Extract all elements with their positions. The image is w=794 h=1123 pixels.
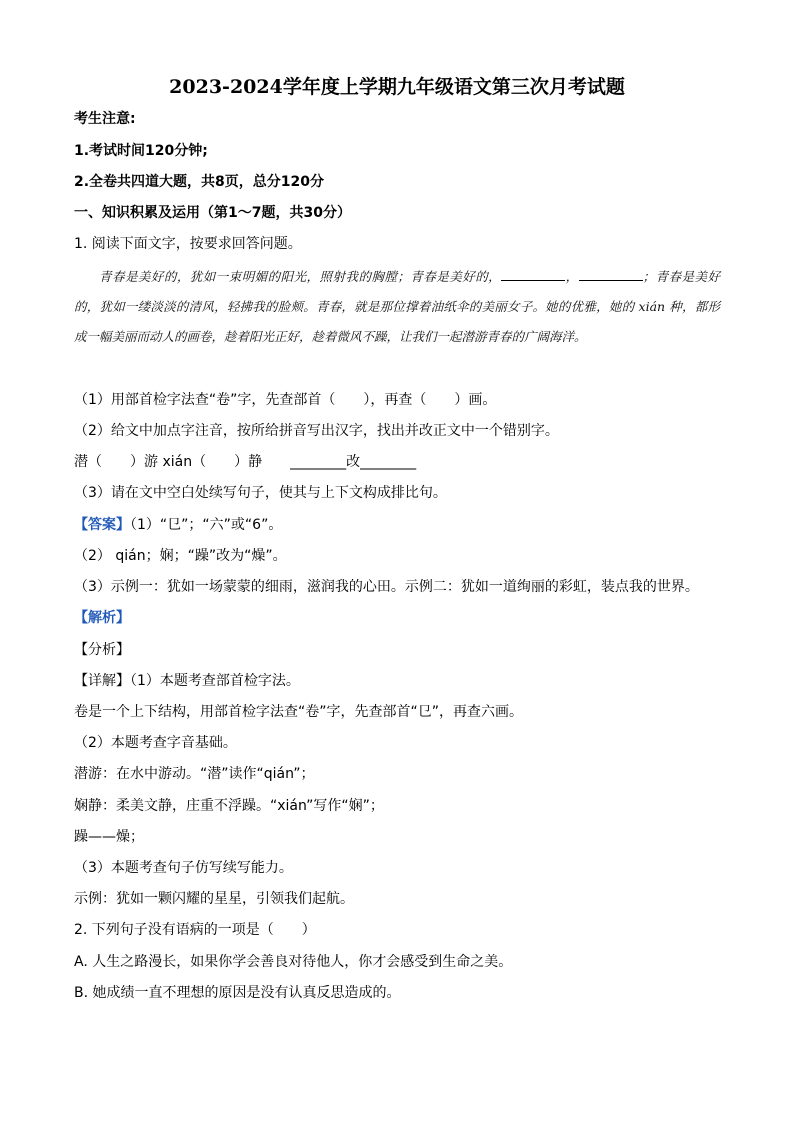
detail-line-3: （2）本题考查字音基础。 xyxy=(74,735,237,751)
detail-line-1 xyxy=(74,672,300,690)
answer-line-2: （2） qián；娴；“躁”改为“燥”。 xyxy=(74,548,287,564)
question-2-prompt: 2. 下列句子没有语病的一项是（ ） xyxy=(74,922,316,938)
question-1-sub-3: （3）请在文中空白处续写句子，使其与上下文构成排比句。 xyxy=(74,485,447,501)
blank-1[interactable] xyxy=(501,268,565,281)
answer-text-1: （1）“㔾”；“六”或“6”。 xyxy=(130,517,283,533)
passage-separator-1: ， xyxy=(565,269,579,284)
detail-text-1: （1）本题考查部首检字法。 xyxy=(130,673,300,689)
question-1-sub-2-fill: 潜（ ）游 xián（ ）静 ________改________ xyxy=(74,454,417,470)
question-1-sub-2: （2）给文中加点字注音，按所给拼音写出汉字，找出并改正文中一个错别字。 xyxy=(74,423,559,439)
analysis-label: 【解析】 xyxy=(74,610,130,626)
detail-line-5: 娴静：柔美文静，庄重不浮躁。“xián”写作“娴”； xyxy=(74,798,384,814)
notice-item-1: 1.考试时间120分钟; xyxy=(74,143,208,159)
question-2-option-b: B. 她成绩一直不理想的原因是没有认真反思造成的。 xyxy=(74,985,401,1001)
detail-line-4: 潜游：在水中游动。“潜”读作“qián”； xyxy=(74,766,315,782)
passage-text-b: ；青春是美好的，犹如一缕淡淡的清风，轻拂我的脸颊。青春，就是那位撑着油纸伞的美丽女子。她的优雅，她的 xián 种，都形成一幅美丽而动人的画卷，趁着阳光正好，趁着微风不躁，让我们一起潜游青春的广阔海洋。 xyxy=(74,269,720,344)
question-1-prompt: 1. 阅读下面文字，按要求回答问题。 xyxy=(74,236,302,252)
detail-line-7: （3）本题考查句子仿写续写能力。 xyxy=(74,860,293,876)
detail-label: 【详解】 xyxy=(74,673,130,689)
notice-item-2: 2.全卷共四道大题，共8页，总分120分 xyxy=(74,174,325,190)
section-heading: 一、知识积累及运用（第1～7题，共30分） xyxy=(74,205,351,221)
notice-heading: 考生注意: xyxy=(74,111,136,127)
passage-text-a: 青春是美好的，犹如一束明媚的阳光，照射我的胸膛；青春是美好的， xyxy=(99,269,502,284)
fenxi-label: 【分析】 xyxy=(74,642,130,658)
detail-line-2: 卷是一个上下结构，用部首检字法查“卷”字，先查部首“㔾”，再查六画。 xyxy=(74,704,524,720)
question-2-option-a: A. 人生之路漫长，如果你学会善良对待他人，你才会感受到生命之美。 xyxy=(74,954,513,970)
answer-line-3: （3）示例一：犹如一场蒙蒙的细雨，滋润我的心田。示例二：犹如一道绚丽的彩虹，装点我的世界。 xyxy=(74,579,699,595)
detail-line-6: 躁——燥； xyxy=(74,829,144,845)
answer-label: 【答案】 xyxy=(74,517,130,533)
answer-line-1 xyxy=(74,516,282,534)
question-1-sub-1: （1）用部首检字法查“卷”字，先查部首（ ），再查（ ）画。 xyxy=(74,392,497,408)
reading-passage xyxy=(74,262,720,352)
detail-line-8: 示例：犹如一颗闪耀的星星，引领我们起航。 xyxy=(74,891,354,907)
blank-2[interactable] xyxy=(579,268,643,281)
page-title: 2023-2024学年度上学期九年级语文第三次月考试题 xyxy=(169,76,625,98)
